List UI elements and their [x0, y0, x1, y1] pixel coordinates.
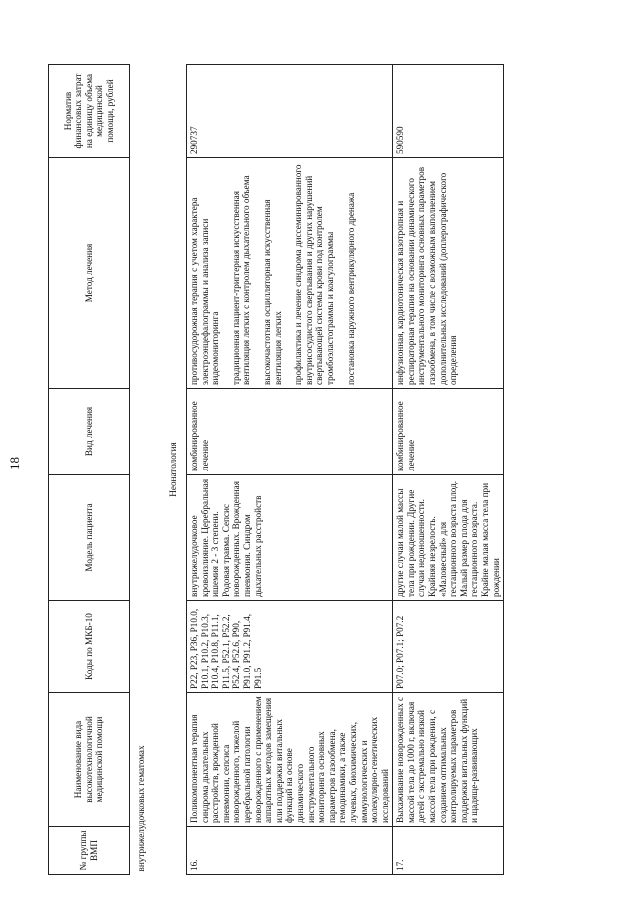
section-title: Неонатология	[168, 442, 178, 497]
continuation-text: внутрижелудочковых гематомах	[136, 745, 146, 872]
patient-model: другие случаи малой массы тела при рождении. Другие случаи недоношенности. Крайняя незрелость. «Маловесный» для гестационного возраста плод. Малый размер плода для гестационного возраста. Крайне малая масса тела при рождении	[393, 475, 504, 601]
treatment-type: комбинированное лечение	[187, 389, 393, 475]
vmp-table	[48, 64, 504, 875]
vmp-name: Поликомпонентная терапия синдрома дыхательных расстройств, врожденной пневмонии, сепсиса новорожденного, тяжелой церебральной патологии новорожденного с применением аппаратных методов замещения или поддержки витальных функций на основе динамического инструментального мониторинга основных параметров газообмена, гемодинамики, а также лучевых, биохимических, иммунологических и молекулярно-генетических исследований	[187, 693, 393, 827]
method-item: высокочастотная осцилляторная искусственная вентиляция легких	[261, 199, 283, 385]
method-item: профилактика и лечение синдрома диссеминированного внутрисосудистого свертывания и других нарушений свертывающей системы крови под контролем тромбоэластограммы и коагулограммы	[293, 164, 335, 385]
cost-value: 290737	[187, 65, 393, 158]
header-patient-model: Модель пациента	[49, 475, 130, 601]
table-row	[393, 65, 504, 875]
page-number: 18	[7, 457, 22, 470]
method-item: постановка наружного вентрикулярного дренажа	[345, 192, 356, 385]
row-number: 16.	[187, 827, 393, 875]
method-item: традиционная пациент-триггерная искусственная вентиляция легких с контролем дыхательного объема	[230, 175, 252, 385]
section-row	[166, 65, 187, 875]
continuation-row	[130, 65, 167, 875]
vmp-name: Выхаживание новорожденных с массой тела до 1000 г, включая детей с экстремально низкой массой тела при рождении, с созданием оптимальных контролируемых параметров поддержки витальных функций и щадяще-развивающих	[393, 693, 504, 827]
patient-model: внутрижелудочковое кровоизлияние. Церебральная ишемия 2 - 3 степени. Родовая травма. Сепсис новорожденных. Врожденная пневмония. Синдром дыхательных расстройств	[187, 475, 393, 601]
method-item: инфузионная, кардиотоническая вазотропная и респираторная терапия на основании динамического инструментального мониторинга основных параметров газообмена, в том числе с возможным выполнением дополнительных исследований (доплерографического определения	[395, 166, 459, 385]
treatment-methods	[393, 158, 504, 389]
icd-codes: P07.0; P07.1; P07.2	[393, 601, 504, 693]
header-vmp-name: Наименование вида высокотехнологичной медицинской помощи	[49, 693, 130, 827]
table-row	[187, 65, 393, 875]
header-row	[49, 65, 130, 875]
header-icd-codes: Коды по МКБ-10	[49, 601, 130, 693]
treatment-type: комбинированное лечение	[393, 389, 504, 475]
method-item: противосудорожная терапия с учетом характера электроэнцефалограммы и анализа записи видеомониторинга	[189, 197, 221, 385]
treatment-methods	[187, 158, 393, 389]
header-cost-norm: Норматив финансовых затрат на единицу объема медицинской помощи, рублей	[49, 65, 130, 158]
header-treatment-method: Метод лечения	[49, 158, 130, 389]
cost-value: 590590	[393, 65, 504, 158]
row-number: 17.	[393, 827, 504, 875]
icd-codes: P22, P23, P36, P10.0, P10.1, P10.2, P10.3, P10.4, P10.8, P11.1, P11.5, P52.1, P52.2, P52.4, P52.6, P90, P91.0, P91.2, P91.4, P91.5	[187, 601, 393, 693]
header-group-number: № группы ВМП	[49, 827, 130, 875]
header-treatment-type: Вид лечения	[49, 389, 130, 475]
